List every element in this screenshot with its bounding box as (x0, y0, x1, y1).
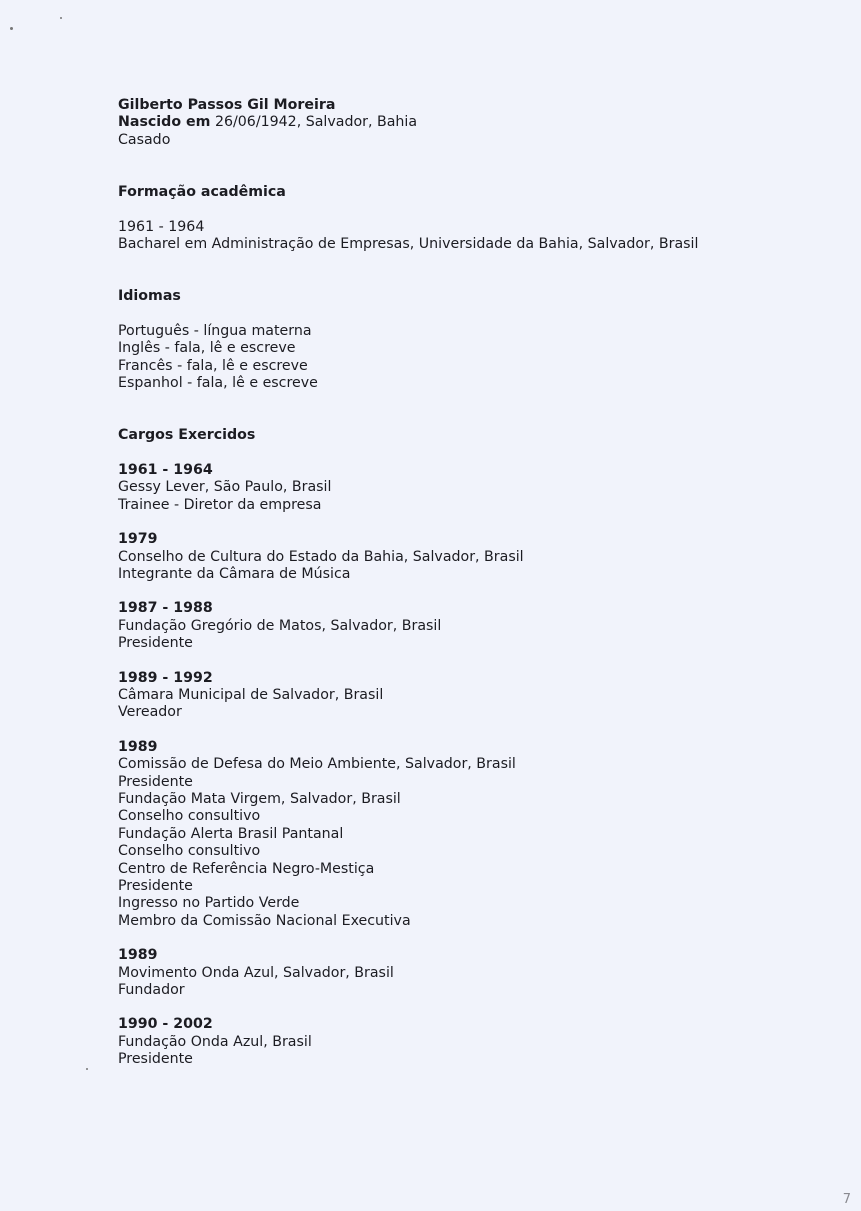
position-line: Comissão de Defesa do Meio Ambiente, Salvador, Brasil (118, 756, 516, 773)
position-line: Presidente (118, 878, 193, 894)
position-entry (118, 600, 818, 652)
language-item: Espanhol - fala, lê e escreve (118, 375, 318, 392)
person-name: Gilberto Passos Gil Moreira (118, 97, 336, 113)
position-line: Centro de Referência Negro-Mestiça (118, 860, 375, 877)
position-line: Gessy Lever, São Paulo, Brasil (118, 479, 332, 496)
born-label: Nascido em (118, 114, 211, 131)
position-line: Presidente (118, 773, 193, 790)
position-line: Conselho consultivo (118, 843, 261, 860)
position-year: 1979 (118, 531, 158, 548)
scan-speck (10, 27, 13, 30)
position-line: Integrante da Câmara de Música (118, 565, 351, 582)
position-line: Presidente (118, 1051, 193, 1068)
position-line: Ingresso no Partido Verde (118, 895, 300, 912)
scan-speck (60, 17, 62, 19)
position-entry (118, 947, 818, 999)
scan-speck (86, 1068, 88, 1070)
position-line: Fundação Mata Virgem, Salvador, Brasil (118, 790, 401, 807)
position-entry (118, 462, 818, 514)
position-line: Conselho de Cultura do Estado da Bahia, Salvador, Brasil (118, 548, 524, 565)
education-period: 1961 - 1964 (118, 218, 205, 235)
position-entry (118, 739, 818, 930)
position-year: 1961 - 1964 (118, 461, 213, 478)
position-entry (118, 1016, 818, 1068)
position-line: Fundação Alerta Brasil Pantanal (118, 825, 344, 842)
positions-title: Cargos Exercidos (118, 427, 256, 444)
position-line: Câmara Municipal de Salvador, Brasil (118, 686, 384, 703)
position-line: Fundador (118, 982, 185, 999)
education-title: Formação acadêmica (118, 184, 286, 201)
position-line: Fundação Gregório de Matos, Salvador, Brasil (118, 617, 442, 634)
position-line: Conselho consultivo (118, 808, 261, 825)
position-year: 1989 (118, 738, 158, 755)
position-line: Movimento Onda Azul, Salvador, Brasil (118, 964, 394, 981)
language-item: Francês - fala, lê e escreve (118, 357, 308, 374)
position-year: 1987 - 1988 (118, 600, 213, 617)
marital-status: Casado (118, 131, 171, 148)
born-value: 26/06/1942, Salvador, Bahia (214, 114, 418, 131)
position-entry (118, 670, 818, 722)
cv-document (118, 97, 818, 1086)
position-line: Membro da Comissão Nacional Executiva (118, 912, 411, 929)
language-item: Português - língua materna (118, 322, 312, 339)
position-line: Trainee - Diretor da empresa (118, 496, 322, 513)
position-year: 1990 - 2002 (118, 1016, 213, 1033)
position-year: 1989 - 1992 (118, 669, 213, 686)
position-line: Presidente (118, 635, 193, 652)
birth-line (118, 114, 818, 131)
languages-title: Idiomas (118, 288, 181, 305)
position-line: Vereador (118, 704, 182, 721)
education-degree: Bacharel em Administração de Empresas, Universidade da Bahia, Salvador, Brasil (118, 236, 699, 253)
position-year: 1989 (118, 947, 158, 964)
position-line: Fundação Onda Azul, Brasil (118, 1033, 312, 1050)
page-mark: 7 (842, 1192, 851, 1207)
language-item: Inglês - fala, lê e escreve (118, 340, 296, 357)
position-entry (118, 531, 818, 583)
